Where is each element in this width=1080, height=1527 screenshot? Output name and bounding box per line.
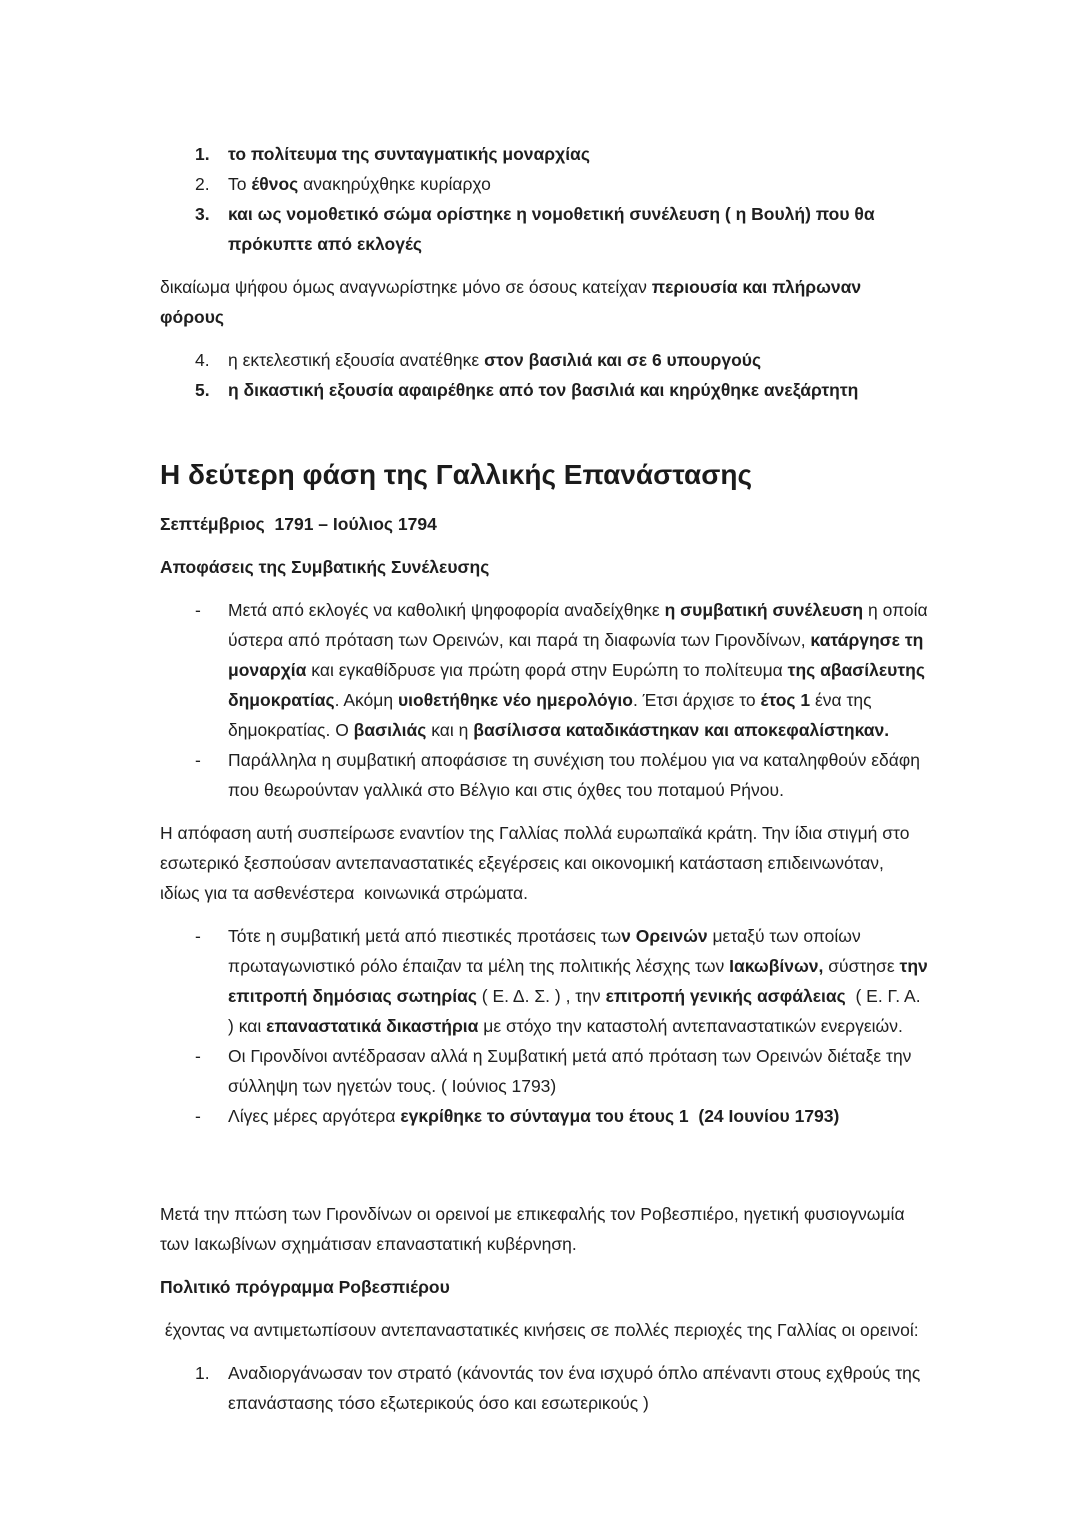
paragraph bbox=[160, 818, 928, 908]
text-run: Το bbox=[228, 174, 252, 194]
text-run: Λίγες μέρες αργότερα bbox=[228, 1106, 401, 1126]
text-run: η οποία ύστερα από πρόταση των Ορεινών, και παρά τη διαφωνία των Γιρονδίνων, bbox=[228, 600, 933, 650]
dash-bullet-list bbox=[160, 921, 933, 1131]
subheading: Σεπτέμβριος 1791 – Ιούλιος 1794 bbox=[160, 514, 437, 534]
paragraph bbox=[160, 1199, 928, 1259]
list-item bbox=[160, 1041, 928, 1101]
list-item-text bbox=[228, 144, 590, 164]
text-run: Αναδιοργάνωσαν τον στρατό (κάνοντάς τον ένα ισχυρό όπλο απέναντι στους εχθρούς της επανάστασης τόσο εξωτερικούς όσο και εσωτερικούς ) bbox=[228, 1363, 926, 1413]
list-item-text bbox=[228, 1106, 839, 1126]
bold-text-run: Ιακωβίνων, bbox=[729, 956, 824, 976]
text-run: ένα της δημοκρατίας. Ο bbox=[228, 690, 877, 740]
text-run: Μετά την πτώση των Γιρονδίνων οι ορεινοί με επικεφαλής τον Ροβεσπιέρο, ηγετική φυσιογνωμία των Ιακωβίνων σχημάτισαν επαναστατική κυβέρνηση. bbox=[160, 1204, 910, 1254]
dash-marker: - bbox=[195, 1046, 201, 1066]
document-content bbox=[160, 126, 933, 1431]
text-run: με στόχο την καταστολή αντεπαναστατικών ενεργειών. bbox=[478, 1016, 903, 1036]
bold-text-run: το πολίτευμα της συνταγματικής μοναρχίας bbox=[228, 144, 590, 164]
list-item bbox=[160, 1101, 928, 1131]
numbered-list bbox=[160, 345, 928, 405]
text-run: και εγκαθίδρυσε για πρώτη φορά στην Ευρώπη το πολίτευμα bbox=[306, 660, 788, 680]
text-run: Η απόφαση αυτή συσπείρωσε εναντίον της Γαλλίας πολλά ευρωπαϊκά κράτη. Την ίδια στιγμή στο εσωτερικό ξεσπούσαν αντεπαναστατικές εξεγέρσεις και οικονομική κατάσταση επιδεινωνόταν, ιδίως για τα ασθενέστερα κοινωνικά στρώματα. bbox=[160, 823, 915, 903]
list-number-marker: 2. bbox=[195, 174, 210, 194]
bold-text-run: έτος 1 bbox=[760, 690, 811, 710]
bold-text-run: στον βασιλιά και σε 6 υπουργούς bbox=[484, 350, 762, 370]
bold-text-run: η συμβατική συνέλευση bbox=[664, 600, 864, 620]
bold-text-run: βασίλισσα καταδικάστηκαν και αποκεφαλίστηκαν. bbox=[473, 720, 890, 740]
list-item-text bbox=[228, 380, 858, 400]
list-item-text bbox=[228, 1046, 916, 1096]
bold-text-run: έθνος bbox=[251, 174, 299, 194]
list-item-text bbox=[228, 350, 761, 370]
bold-text-run: ν Ορεινών bbox=[621, 926, 708, 946]
empty-space bbox=[160, 1144, 928, 1186]
bold-text-run: την επιτροπή δημόσιας σωτηρίας bbox=[228, 956, 933, 1006]
bold-text-run: υιοθετήθηκε νέο ημερολόγιο bbox=[397, 690, 633, 710]
paragraph bbox=[160, 272, 928, 332]
text-run: η εκτελεστική εξουσία ανατέθηκε bbox=[228, 350, 485, 370]
list-item bbox=[160, 199, 928, 259]
page-title: Η δεύτερη φάση της Γαλλικής Επανάστασης bbox=[160, 459, 753, 490]
dash-marker: - bbox=[195, 750, 201, 770]
list-item bbox=[160, 375, 928, 405]
list-item bbox=[160, 1358, 928, 1418]
list-item-text bbox=[228, 204, 880, 254]
dash-bullet-list bbox=[160, 595, 933, 805]
bold-text-run: περιουσία και πλήρωναν φόρους bbox=[160, 277, 866, 327]
list-item bbox=[160, 595, 933, 745]
paragraph bbox=[160, 1315, 928, 1345]
text-run: έχοντας να αντιμετωπίσουν αντεπαναστατικές κινήσεις σε πολλές περιοχές της Γαλλίας οι ορεινοί: bbox=[160, 1320, 919, 1340]
text-run: δικαίωμα ψήφου όμως αναγνωρίστηκε μόνο σε όσους κατείχαν bbox=[160, 277, 652, 297]
text-run: Παράλληλα η συμβατική αποφάσισε τη συνέχιση του πολέμου για να καταληφθούν εδάφη που θεωρούνταν γαλλικά στο Βέλγιο και στις όχθες του ποταμού Ρήνου. bbox=[228, 750, 925, 800]
list-number-marker: 3. bbox=[195, 204, 210, 224]
list-item bbox=[160, 745, 928, 805]
list-number-marker: 5. bbox=[195, 380, 210, 400]
bold-text-run: βασιλιάς bbox=[353, 720, 427, 740]
text-run: μεταξύ των οποίων πρωταγωνιστικό ρόλο έπαιζαν τα μέλη της πολιτικής λέσχης των bbox=[228, 926, 866, 976]
list-item-text bbox=[228, 926, 933, 1036]
list-item-text bbox=[228, 174, 491, 194]
list-item bbox=[160, 139, 928, 169]
text-run: . Έτσι άρχισε το bbox=[632, 690, 761, 710]
text-run: ( Ε. Δ. Σ. ) , την bbox=[476, 986, 606, 1006]
numbered-list bbox=[160, 139, 928, 259]
bold-text-run: εγκρίθηκε το σύνταγμα του έτους 1 (24 Ιουνίου 1793) bbox=[400, 1106, 840, 1126]
list-number-marker: 1. bbox=[195, 1363, 210, 1383]
list-item bbox=[160, 345, 928, 375]
list-item bbox=[160, 921, 933, 1041]
dash-marker: - bbox=[195, 600, 201, 620]
dash-marker: - bbox=[195, 926, 201, 946]
bold-text-run: επιτροπή γενικής ασφάλειας bbox=[605, 986, 846, 1006]
list-item-text bbox=[228, 600, 933, 740]
text-run: σύστησε bbox=[823, 956, 900, 976]
bold-text-run: και ως νομοθετικό σώμα ορίστηκε η νομοθετική συνέλευση ( η Βουλή) που θα πρόκυπτε από εκλογές bbox=[228, 204, 880, 254]
text-run: και η bbox=[426, 720, 474, 740]
subheading: Πολιτικό πρόγραμμα Ροβεσπιέρου bbox=[160, 1277, 450, 1297]
bold-text-run: κατάργησε τη μοναρχία bbox=[228, 630, 929, 680]
list-item-text bbox=[228, 750, 925, 800]
numbered-list bbox=[160, 1358, 928, 1418]
list-number-marker: 4. bbox=[195, 350, 210, 370]
bold-text-run: της αβασίλευτης δημοκρατίας bbox=[228, 660, 930, 710]
text-run: Οι Γιρονδίνοι αντέδρασαν αλλά η Συμβατική μετά από πρόταση των Ορεινών διέταξε την σύλληψη των ηγετών τους. ( Ιούνιος 1793) bbox=[228, 1046, 917, 1096]
list-number-marker: 1. bbox=[195, 144, 210, 164]
list-item-text bbox=[228, 1363, 925, 1413]
bold-text-run: η δικαστική εξουσία αφαιρέθηκε από τον βασιλιά και κηρύχθηκε ανεξάρτητη bbox=[228, 380, 859, 400]
text-run: Τότε η συμβατική μετά από πιεστικές προτάσεις τω bbox=[228, 926, 622, 946]
text-run: Μετά από εκλογές να καθολική ψηφοφορία αναδείχθηκε bbox=[228, 600, 665, 620]
text-run: . Ακόμη bbox=[334, 690, 398, 710]
bold-text-run: επαναστατικά δικαστήρια bbox=[266, 1016, 479, 1036]
subheading: Αποφάσεις της Συμβατικής Συνέλευσης bbox=[160, 557, 490, 577]
list-item bbox=[160, 169, 928, 199]
text-run: ανακηρύχθηκε κυρίαρχο bbox=[298, 174, 491, 194]
dash-marker: - bbox=[195, 1106, 201, 1126]
text-run: ( Ε. Γ. Α. ) και bbox=[228, 986, 926, 1036]
